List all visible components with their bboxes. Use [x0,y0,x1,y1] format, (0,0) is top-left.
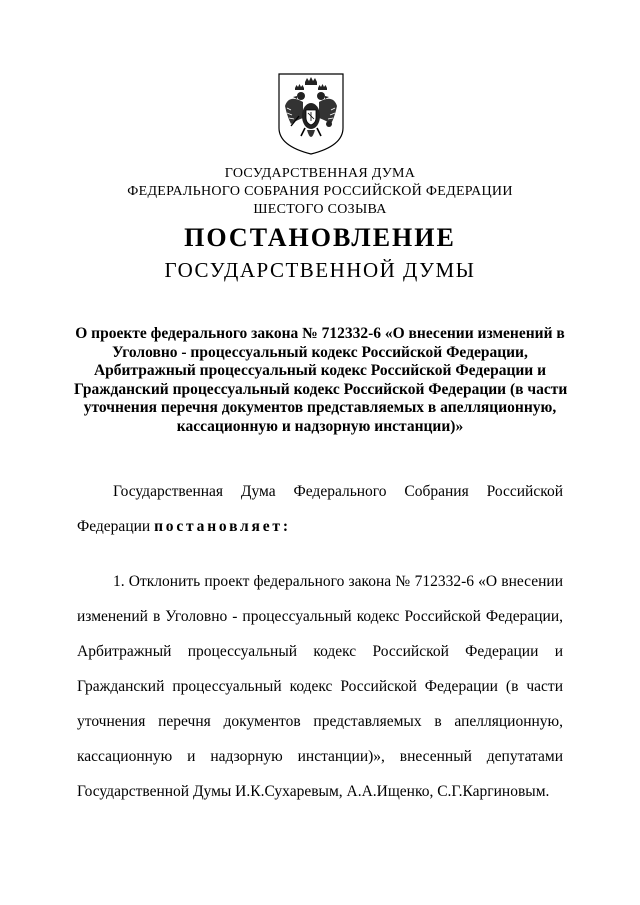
header-line-1: ГОСУДАРСТВЕННАЯ ДУМА [224,166,416,181]
preamble-paragraph [77,482,563,537]
item-1-line: уточнения перечня документов представляемых в апелляционную, [77,713,563,730]
item-1-line: Государственной Думы И.К.Сухаревым, А.А.Ищенко, С.Г.Каргиновым. [77,783,550,800]
heading-line: Арбитражный процессуальный кодекс Российской Федерации и [93,362,547,380]
heading-line: кассационную и надзорную инстанции)» [176,417,464,435]
heading-line: Гражданский процессуальный кодекс Российской Федерации (в части [74,380,568,398]
header-line-3: ШЕСТОГО СОЗЫВА [253,202,387,217]
item-1-line: Арбитражный процессуальный кодекс Российской Федерации и [77,643,563,660]
item-1-line: Гражданский процессуальный кодекс Российской Федерации (в части [77,678,563,695]
preamble-line-1: Государственная Дума Федерального Собрания Российской [113,483,563,500]
document-title: ПОСТАНОВЛЕНИЕ [184,223,456,252]
coat-of-arms-emblem-icon [277,72,345,156]
heading-line: Уголовно - процессуальный кодекс Российской Федерации, [112,343,528,361]
preamble-line-2 [77,517,563,537]
item-1-line: кассационную и надзорную инстанции)», внесенный депутатами [77,748,563,765]
preamble-line-2-prefix: Федерации [77,518,155,535]
document-subtitle: ГОСУДАРСТВЕННОЙ ДУМЫ [164,258,476,282]
item-1-paragraph [77,572,563,802]
document-header [0,165,640,219]
item-1-line: 1. Отклонить проект федерального закона № 712332-6 «О внесении [113,573,563,590]
heading-line: О проекте федерального закона № 712332-6 «О внесении изменений в [75,325,565,342]
header-line-2: ФЕДЕРАЛЬНОГО СОБРАНИЯ РОССИЙСКОЙ ФЕДЕРАЦИИ [127,184,513,199]
item-1-line: изменений в Уголовно - процессуальный кодекс Российской Федерации, [77,608,563,625]
document-heading [74,325,566,437]
preamble-decree-word: постановляет: [154,518,291,535]
heading-line: уточнения перечня документов представляемых в апелляционную, [83,399,557,417]
